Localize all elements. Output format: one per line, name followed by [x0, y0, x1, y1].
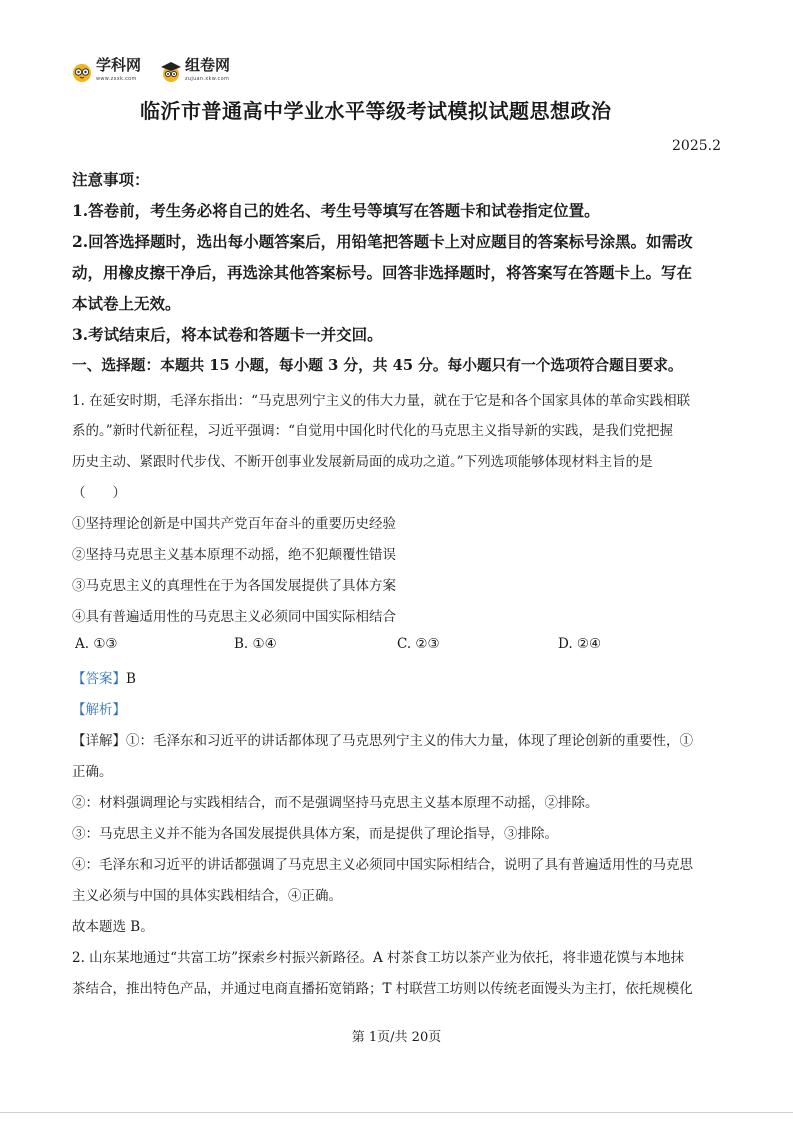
q1-statement-2: ②坚持马克思主义基本原理不动摇，绝不犯颠覆性错误: [72, 547, 396, 563]
notice-line-2b: 动，用橡皮擦干净后，再选涂其他答案标号。回答非选择题时，将答案写在答题卡上。写在: [72, 263, 693, 282]
q1-detail-4b: 主义必须与中国的具体实践相结合，④正确。: [72, 888, 342, 904]
q1-detail-4a: ④：毛泽东和习近平的讲话都强调了马克思主义必须同中国实际相结合，说明了具有普遍适用性的马克思: [72, 857, 693, 873]
notice-heading: 注意事项：: [72, 170, 150, 189]
xuekewang-logo: [71, 58, 141, 86]
q1-paren: （ ）: [72, 485, 126, 501]
answer-value: B: [126, 671, 136, 687]
q1-answer: [72, 667, 136, 687]
answer-label: 【答案】: [72, 671, 126, 687]
q2-stem-line-1: 2. 山东某地通过“共富工坊”探索乡村振兴新路径。A 村茶食工坊以茶产业为依托，将非遗花馍与本地抹: [72, 950, 685, 966]
logo1-name: 学科网: [96, 56, 142, 74]
q1-statement-3: ③马克思主义的真理性在于为各国发展提供了具体方案: [72, 578, 396, 594]
owl-face-icon: [71, 61, 93, 83]
q1-option-b: B. ①④: [234, 636, 277, 652]
q1-statement-1: ①坚持理论创新是中国共产党百年奋斗的重要历史经验: [72, 516, 396, 532]
notice-line-3: 3.考试结束后，将本试卷和答题卡一并交回。: [72, 325, 383, 344]
exam-title: 临沂市普通高中学业水平等级考试模拟试题思想政治: [140, 99, 612, 123]
q2-stem-line-2: 茶结合，推出特色产品，并通过电商直播拓宽销路；T 村联营工坊则以传统老面馒头为主打，依托规模化: [72, 981, 693, 997]
section-heading: 一、选择题：本题共 15 小题，每小题 3 分，共 45 分。每小题只有一个选项符合题目要求。: [72, 357, 683, 374]
q1-detail-2: ②：材料强调理论与实践相结合，而不是强调坚持马克思主义基本原理不动摇，②排除。: [72, 795, 599, 811]
logo2-url: zujuan.xkw.com: [185, 76, 230, 82]
q1-statement-4: ④具有普遍适用性的马克思主义必须同中国实际相结合: [72, 609, 396, 625]
q1-stem-line-2: 系的。”新时代新征程，习近平强调：“自觉用中国化时代化的马克思主义指导新的实践，是我们党把握: [72, 423, 674, 439]
detail-label: 【详解】: [72, 733, 126, 749]
zujuanwang-logo: [160, 58, 230, 86]
page-footer: 第 1页/共 20页: [351, 1030, 442, 1045]
q1-conclusion: 故本题选 B。: [72, 919, 154, 935]
q1-option-a: A. ①③: [75, 636, 118, 652]
bottom-divider: [0, 1112, 793, 1113]
notice-line-2c: 本试卷上无效。: [72, 294, 181, 313]
q1-detail-1b: 正确。: [72, 764, 113, 780]
q1-option-c: C. ②③: [397, 636, 440, 652]
q1-detail-1a: 【详解】①：毛泽东和习近平的讲话都体现了马克思列宁主义的伟大力量，体现了理论创新的重要性，①: [72, 733, 693, 749]
analysis-label: 【解析】: [72, 702, 126, 718]
q1-option-d: D. ②④: [558, 636, 602, 652]
q1-detail-3: ③：马克思主义并不能为各国发展提供具体方案，而是提供了理论指导，③排除。: [72, 826, 558, 842]
exam-date: 2025.2: [672, 138, 721, 154]
graduate-cap-icon: [160, 61, 182, 83]
notice-line-2a: 2.回答选择题时，选出每小题答案后，用铅笔把答题卡上对应题目的答案标号涂黑。如需改: [72, 232, 693, 251]
q1-stem-line-1: 1. 在延安时期，毛泽东指出：“马克思列宁主义的伟大力量，就在于它是和各个国家具体的革命实践相联: [72, 393, 691, 409]
logo2-name: 组卷网: [185, 56, 231, 74]
logo1-url: www.zxxk.com: [96, 76, 137, 82]
q1-stem-line-3: 历史主动、紧跟时代步伐、不断开创事业发展新局面的成功之道。”下列选项能够体现材料主旨的是: [72, 454, 653, 470]
notice-line-1: 1.答卷前，考生务必将自己的姓名、考生号等填写在答题卡和试卷指定位置。: [72, 201, 600, 220]
